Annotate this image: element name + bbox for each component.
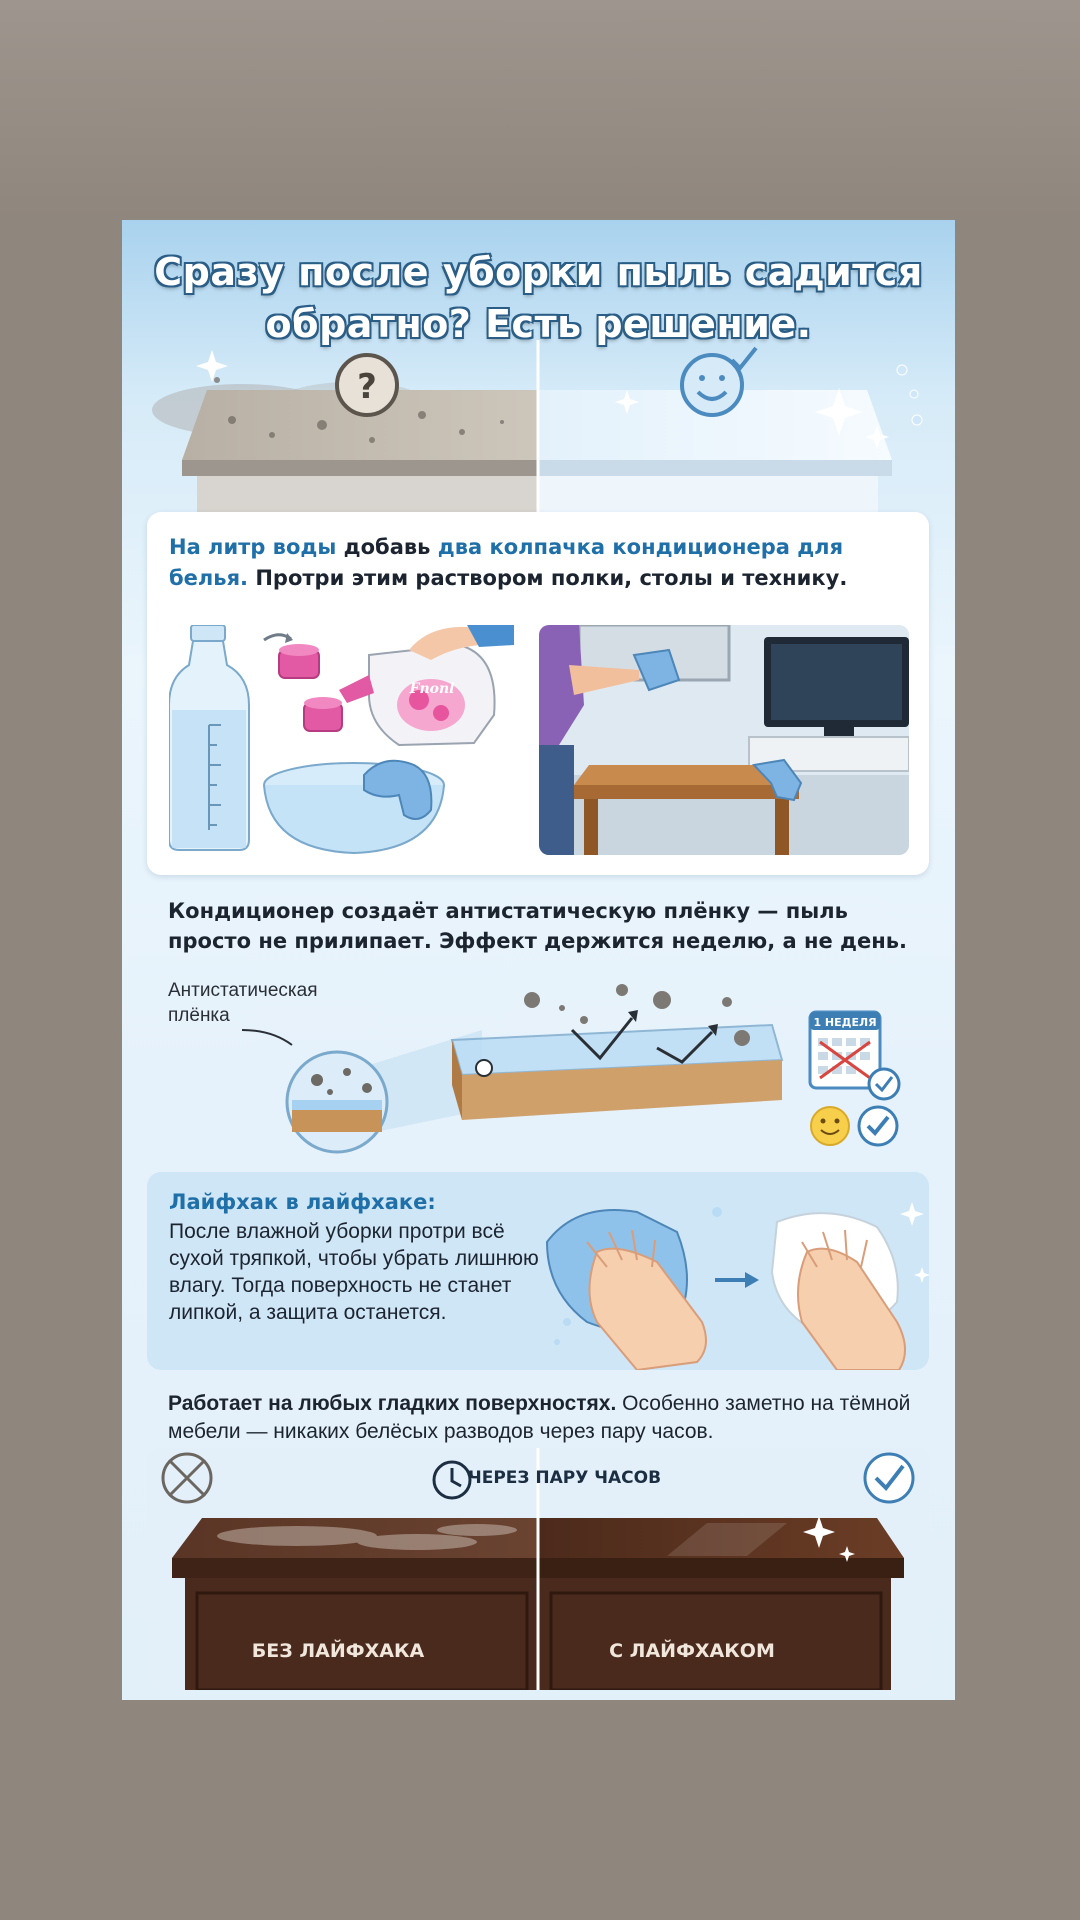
film-label-line2: плёнка [168, 1005, 230, 1026]
bonus-tip-card [147, 1172, 929, 1370]
caption-before: БЕЗ ЛАЙФХАКА [251, 1640, 425, 1662]
bonus-tip-title: Лайфхак в лайфхаке: [169, 1190, 436, 1214]
pink-cap-icon [279, 644, 342, 731]
headline [122, 246, 955, 350]
infographic-poster [122, 220, 955, 1700]
instruction-water: На литр воды [169, 535, 337, 559]
svg-text:Fnonl: Fnonl [409, 681, 455, 697]
happy-face-icon [811, 1107, 849, 1145]
instruction-caps: два колпачка кондиционера для белья. [169, 535, 844, 590]
instruction-wipe: Протри этим раствором полки, столы и технику. [248, 566, 848, 590]
instruction-text [169, 532, 909, 594]
headline-line2: обратно? Есть решение. [265, 302, 812, 346]
board-with-film-icon [452, 1025, 782, 1120]
question-icon [337, 355, 397, 415]
headline-line1: Сразу после уборки пыль садится [154, 250, 923, 294]
antistatic-film-diagram [122, 960, 955, 1180]
svg-text:1 НЕДЕЛЯ: 1 НЕДЕЛЯ [813, 1016, 877, 1029]
check-circle-icon [865, 1454, 913, 1502]
dry-towel-hand-icon [772, 1213, 905, 1370]
timer-label: ЧЕРЕЗ ПАРУ ЧАСОВ [468, 1468, 662, 1488]
instruction-card [147, 512, 929, 875]
bonus-tip-body: После влажной уборки протри всё сухой тряпкой, чтобы убрать лишнюю влагу. Тогда поверхность не станет липкой, а защита останется. [169, 1220, 539, 1324]
check-circle-icon [859, 1107, 897, 1145]
calendar-icon [810, 1012, 899, 1099]
antistatic-line2: просто не прилипает. Эффект держится неделю, а не день. [168, 929, 907, 953]
instruction-add: добавь [336, 535, 438, 559]
background-blur [0, 0, 1080, 220]
film-label-line1: Антистатическая [168, 980, 318, 1001]
svg-text:?: ? [357, 367, 377, 407]
surfaces-note-rest: Особенно заметно на тёмной мебели — никаких белёсых разводов через пару часов. [168, 1392, 911, 1443]
wet-to-dry-wiping-illustration [527, 1172, 929, 1370]
antistatic-explanation [168, 896, 928, 956]
wiping-furniture-illustration [539, 625, 909, 855]
caption-after: С ЛАЙФХАКОМ [609, 1640, 775, 1662]
bowl-with-cloth-icon [264, 761, 444, 853]
tv-icon [749, 637, 909, 771]
surfaces-note-bold: Работает на любых гладких поверхностях. [168, 1392, 617, 1415]
conditioner-bottle-icon [339, 625, 514, 745]
water-bottle-icon [169, 625, 249, 850]
wet-cloth-hand-icon [547, 1210, 706, 1370]
antistatic-line1: Кондиционер создаёт антистатическую плёнку — пыль [168, 899, 848, 923]
surfaces-note [168, 1390, 938, 1446]
solution-preparation-illustration [169, 625, 534, 855]
